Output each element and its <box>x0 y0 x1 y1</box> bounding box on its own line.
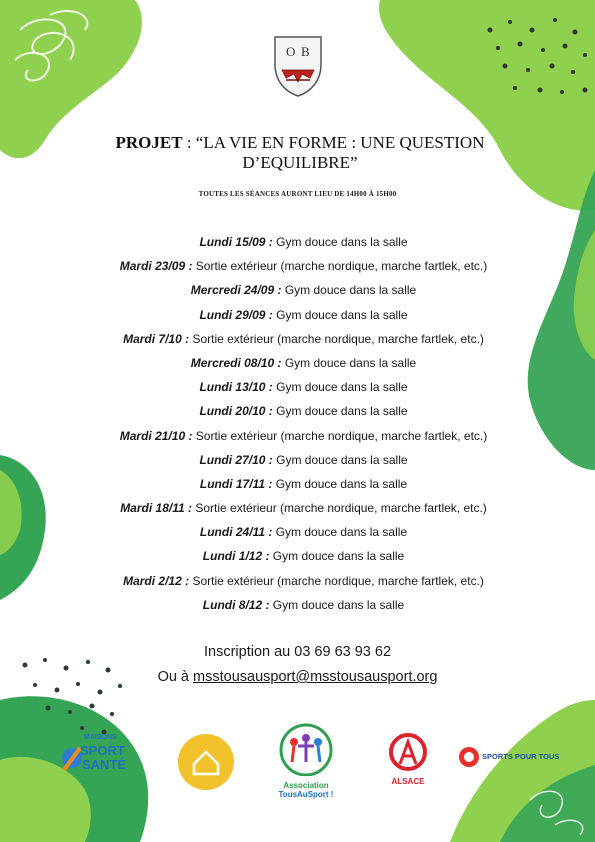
schedule-row <box>40 522 567 546</box>
contact-block <box>0 640 595 690</box>
schedule-row <box>40 305 567 329</box>
partner-logos <box>0 720 595 810</box>
schedule-row <box>40 595 567 619</box>
title-lead: PROJET <box>115 133 183 152</box>
schedule-row <box>40 571 567 595</box>
email-line <box>0 665 595 690</box>
msps-line2: SPORT <box>80 743 125 758</box>
schedule-day: Lundi 24/11 : <box>199 525 273 540</box>
association-line1: Association <box>283 781 329 790</box>
schedule-activity: Gym douce dans la salle <box>272 452 408 467</box>
page-title <box>60 133 540 173</box>
schedule-activity: Sortie extérieur (marche nordique, marche fartlek, etc.) <box>192 259 488 274</box>
schedule-activity: Sortie extérieur (marche nordique, marche fartlek, etc.) <box>189 573 484 588</box>
schedule-day: Mardi 21/10 : <box>119 428 193 443</box>
schedule-activity: Gym douce dans la salle <box>272 235 408 249</box>
schedule-activity: Gym douce dans la salle <box>281 355 417 370</box>
schedule-day: Lundi 1/12 : <box>202 549 270 564</box>
top-right-blob <box>379 0 595 211</box>
schedule-day: Lundi 17/11 : <box>199 476 273 491</box>
inscription-phone: Inscription au 03 69 63 93 62 <box>203 644 392 660</box>
schedule-activity: Gym douce dans la salle <box>281 283 417 298</box>
school-crest <box>272 34 324 98</box>
schedule-day: Mardi 18/11 : <box>120 501 192 516</box>
schedule-day: Lundi 20/10 : <box>199 404 273 419</box>
schedule-day: Mardi 23/09 : <box>119 259 193 274</box>
sports-pour-tous-icon <box>458 746 480 768</box>
schedule-activity: Gym douce dans la salle <box>272 380 408 395</box>
schedule-activity: Gym douce dans la salle <box>269 597 405 612</box>
schedule-row <box>40 426 567 450</box>
email-link[interactable]: msstousausport@msstousausport.org <box>193 669 438 685</box>
schedule-row <box>40 232 567 256</box>
schedule-row <box>40 256 567 280</box>
crest-icon <box>272 34 324 98</box>
schedule-activity: Sortie extérieur (marche nordique, marche fartlek, etc.) <box>192 428 488 443</box>
schedule-activity: Gym douce dans la salle <box>272 476 408 491</box>
alsace-text: ALSACE <box>391 777 425 786</box>
schedule-day: Lundi 15/09 : <box>199 235 273 249</box>
schedule-day: Lundi 29/09 : <box>199 307 273 322</box>
association-line2: TousAuSport ! <box>278 790 334 799</box>
session-time-note: TOUTES LES SÉANCES AURONT LIEU DE 14H00 À 15H00 <box>198 190 397 198</box>
title-text: : “LA VIE EN FORME : UNE QUESTION D’EQUILIBRE” <box>182 133 485 172</box>
schedule-activity: Sortie extérieur (marche nordique, marche fartlek, etc.) <box>192 501 487 516</box>
schedule-row <box>40 498 567 522</box>
schedule-day: Lundi 8/12 : <box>202 597 270 612</box>
schedule-day: Mercredi 24/09 : <box>190 283 282 298</box>
schedule-day: Mardi 7/10 : <box>123 331 190 346</box>
crest-letter-1: O <box>286 44 296 59</box>
logo-yellow-badge <box>176 732 236 792</box>
schedule-row <box>40 546 567 570</box>
msps-line3: SANTÉ <box>82 757 127 772</box>
logo-sports-pour-tous <box>458 742 566 782</box>
house-badge-icon <box>176 732 236 792</box>
crest-letter-2: B <box>301 44 310 59</box>
schedule-day: Mardi 2/12 : <box>123 573 190 588</box>
schedule-activity: Gym douce dans la salle <box>272 307 408 322</box>
logo-association-tousausport <box>268 722 344 802</box>
schedule-day: Lundi 13/10 : <box>199 380 273 395</box>
schedule-row <box>40 401 567 425</box>
logo-alsace <box>384 732 432 792</box>
schedule-row <box>40 353 567 377</box>
schedule-row <box>40 377 567 401</box>
schedule-row <box>40 280 567 304</box>
email-prefix: Ou à <box>157 669 194 685</box>
schedule-activity: Gym douce dans la salle <box>272 404 408 419</box>
schedule-row <box>40 474 567 498</box>
msps-line1: MAISONS <box>84 734 117 741</box>
schedule-activity: Sortie extérieur (marche nordique, marche fartlek, etc.) <box>189 331 484 346</box>
logo-maisons-sport-sante <box>58 730 130 786</box>
schedule-activity: Gym douce dans la salle <box>269 549 405 564</box>
schedule-list <box>40 232 567 619</box>
sports-pour-tous-text: SPORTS POUR TOUS <box>482 752 560 761</box>
schedule-row <box>40 450 567 474</box>
schedule-activity: Gym douce dans la salle <box>272 525 408 540</box>
schedule-day: Mercredi 08/10 : <box>190 355 282 370</box>
people-circle-icon <box>268 722 344 776</box>
alsace-emblem-icon <box>384 732 432 772</box>
schedule-row <box>40 329 567 353</box>
schedule-day: Lundi 27/10 : <box>199 452 273 467</box>
